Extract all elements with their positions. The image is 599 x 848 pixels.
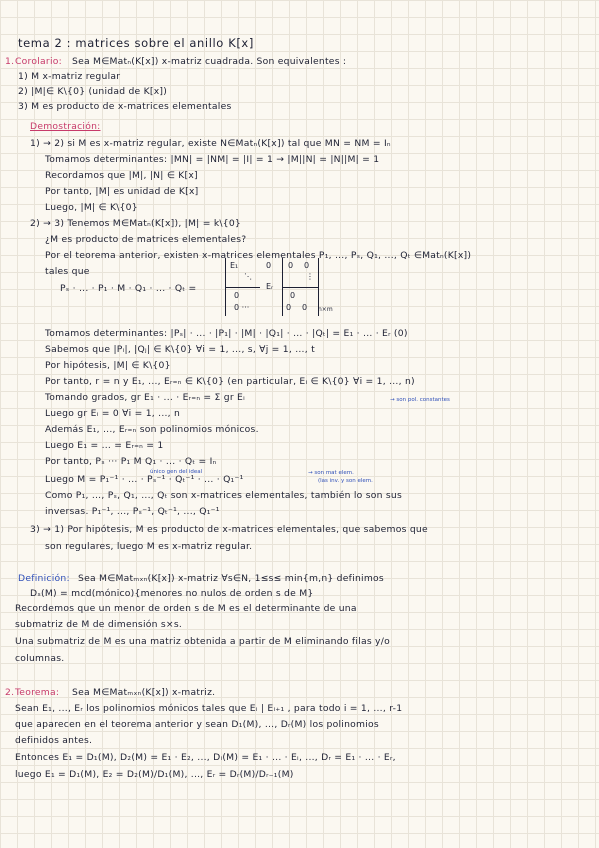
theorem-line: Entonces E₁ = D₁(M), D₂(M) = E₁ · E₂, ..., Dᵢ(M) = E₁ · ... · Eᵢ, ..., Dᵣ = E₁ · ... · Eᵣ, (15, 752, 396, 763)
teorema-statement: Sea M∈Matₘₓₙ(K[x]) x-matriz. (72, 687, 216, 698)
matrix-entry-zero: 0 (286, 303, 292, 312)
proof-line: 1) → 2) si M es x-matriz regular, existe N∈Matₙ(K[x]) tal que MN = NM = Iₙ (30, 138, 391, 149)
matrix-vertical-dots: ⋮ (306, 272, 314, 281)
definition-line: Recordemos que un menor de orden s de M es el determinante de una (15, 603, 357, 614)
matrix-entry-er: Eᵣ (266, 282, 274, 291)
block-diagonal-matrix (225, 258, 319, 316)
margin-note: → son pol. constantes (390, 397, 450, 403)
proof-line: Tomamos determinantes: |MN| = |NM| = |I| = 1 → |M||N| = |N||M| = 1 (45, 154, 380, 165)
definition-line: columnas. (15, 653, 65, 664)
margin-note: único gen del ideal (150, 469, 203, 475)
corolario-item: 2) |M|∈ K\{0} (unidad de K[x]) (18, 86, 168, 97)
page-title: tema 2 : matrices sobre el anillo K[x] (18, 36, 254, 50)
proof-line: Luego gr Eᵢ = 0 ∀i = 1, ..., n (45, 408, 181, 419)
definicion-label: Definición: (18, 573, 70, 584)
proof-line: Pₛ · ... · P₁ · M · Q₁ · ... · Qₜ = (60, 283, 197, 294)
matrix-entry-zero: 0 (288, 261, 294, 270)
matrix-entry-zero: 0 (302, 303, 308, 312)
theorem-line: que aparecen en el teorema anterior y sean D₁(M), ..., Dᵣ(M) los polinomios (15, 719, 379, 730)
matrix-dimension: n×m (318, 306, 333, 313)
proof-line: tales que (45, 266, 90, 277)
matrix-divider (282, 258, 283, 316)
corolario-label: Corolario: (15, 56, 62, 67)
proof-line: Tomamos determinantes: |Pₛ| · ... · |P₁| · |M| · |Q₁| · ... · |Qₜ| = E₁ · ... · Eᵣ (0) (45, 328, 408, 339)
proof-line: Por tanto, Pₛ ··· P₁ M Q₁ · ... · Qₜ = Iₙ (45, 456, 217, 467)
proof-line: Tomando grados, gr E₁ · ... · Eᵣ₌ₙ = Σ gr Eᵢ (45, 392, 246, 403)
margin-note: (las inv. y son elem. (318, 478, 373, 484)
proof-line: Por el teorema anterior, existen x-matrices elementales P₁, ..., Pₛ, Q₁, ..., Qₜ ∈Matₙ(K[x]) (45, 250, 472, 261)
corolario-item: 3) M es producto de x-matrices elementales (18, 101, 232, 112)
proof-line: inversas. P₁⁻¹, ..., Pₛ⁻¹, Qₜ⁻¹, ..., Q₁⁻¹ (45, 506, 220, 517)
proof-line: ¿M es producto de matrices elementales? (45, 234, 247, 245)
matrix-entry-zero: 0 (266, 261, 272, 270)
proof-line: Como P₁, ..., Pₛ, Q₁, ..., Qₜ son x-matrices elementales, también lo son sus (45, 490, 402, 501)
teorema-number: 2. (5, 687, 15, 698)
theorem-line: Sean E₁, ..., Eᵣ los polinomios mónicos tales que Eᵢ | Eᵢ₊₁ , para todo i = 1, ..., r-1 (15, 703, 403, 714)
matrix-entry-zero: 0 (304, 261, 310, 270)
matrix-entry-zero: 0 (234, 291, 240, 300)
matrix-entry-zero-row: 0 ··· (234, 303, 250, 312)
proof-line: Luego, |M| ∈ K\{0} (45, 202, 138, 213)
proof-line: Luego E₁ = ... = Eᵣ₌ₙ = 1 (45, 440, 164, 451)
demostracion-label: Demostración: (30, 121, 101, 132)
theorem-line: definidos antes. (15, 735, 93, 746)
proof-line: son regulares, luego M es x-matriz regular. (45, 541, 253, 552)
definition-line: Sea M∈Matₘₓₙ(K[x]) x-matriz ∀s∈N, 1≤s≤ min{m,n} definimos (78, 573, 384, 584)
proof-line: Sabemos que |Pᵢ|, |Qⱼ| ∈ K\{0} ∀i = 1, ..., s, ∀j = 1, ..., t (45, 344, 315, 355)
corolario-statement: Sea M∈Matₙ(K[x]) x-matriz cuadrada. Son equivalentes : (72, 56, 347, 67)
proof-line: Recordamos que |M|, |N| ∈ K[x] (45, 170, 198, 181)
proof-line: Por tanto, |M| es unidad de K[x] (45, 186, 199, 197)
teorema-label: Teorema: (15, 687, 60, 698)
proof-line: 2) → 3) Tenemos M∈Matₙ(K[x]), |M| = k\{0} (30, 218, 242, 229)
theorem-line: luego E₁ = D₁(M), E₂ = D₂(M)/D₁(M), ..., Eᵣ = Dᵣ(M)/Dᵣ₋₁(M) (15, 769, 294, 780)
proof-line: 3) → 1) Por hipótesis, M es producto de x-matrices elementales, que sabemos que (30, 524, 428, 535)
proof-line: Por tanto, r = n y E₁, ..., Eᵣ₌ₙ ∈ K\{0} (en particular, Eᵢ ∈ K\{0} ∀i = 1, ..., n) (45, 376, 415, 387)
margin-note: → son mat elem. (308, 470, 354, 476)
matrix-diagonal-dots: ⋱ (244, 272, 252, 281)
matrix-entry-e1: E₁ (230, 261, 239, 270)
proof-line: Luego M = P₁⁻¹ · ... · Pₛ⁻¹ · Qₜ⁻¹ · ... · Q₁⁻¹ (45, 474, 244, 485)
matrix-entry-zero: 0 (290, 291, 296, 300)
corolario-item: 1) M x-matriz regular (18, 71, 121, 82)
matrix-divider (226, 287, 260, 288)
definition-line: Dₛ(M) = mcd(mónico){menores no nulos de orden s de M} (30, 588, 314, 599)
proof-line: Por hipótesis, |M| ∈ K\{0} (45, 360, 171, 371)
corolario-number: 1. (5, 56, 15, 67)
matrix-divider (282, 287, 318, 288)
definition-line: submatriz de M de dimensión s×s. (15, 619, 183, 630)
proof-line: Además E₁, ..., Eᵣ₌ₙ son polinomios mónicos. (45, 424, 259, 435)
definition-line: Una submatriz de M es una matriz obtenida a partir de M eliminando filas y/o (15, 636, 390, 647)
